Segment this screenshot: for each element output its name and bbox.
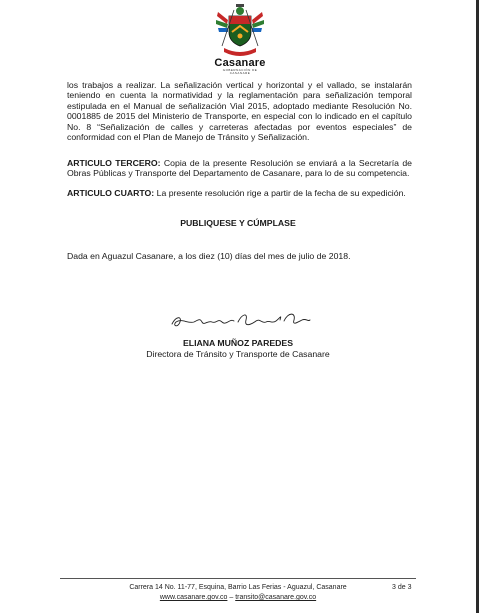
footer-website-link[interactable]: www.casanare.gov.co xyxy=(159,594,228,601)
footer-separator: – xyxy=(227,594,236,601)
article-cuarto-label: ARTICULO CUARTO: xyxy=(67,188,155,198)
signer-name: ELIANA MUÑOZ PAREDES xyxy=(182,338,294,348)
article-tercero-text: Copia de la presente Resolución se enviará a la Secretaría de Obras Públicas y Transporte del Departamento de Casanare, para lo de su competencia. xyxy=(67,158,412,179)
footer-address: Carrera 14 No. 11-77, Esquina, Barrio Las Ferias - Aguazul, Casanare xyxy=(129,584,347,591)
publiquese-heading: PUBLIQUESE Y CÚMPLASE xyxy=(180,218,296,228)
article-tercero xyxy=(67,158,412,179)
article-cuarto-text: La presente resolución rige a partir de la fecha de su expedición. xyxy=(154,188,406,198)
handwritten-signature xyxy=(168,306,314,334)
article-cuarto xyxy=(67,188,412,198)
body-paragraph: los trabajos a realizar. La señalización vertical y horizontal y el vallado, se instalarán teniendo en cuenta la normatividad y la reglamentación para señalización temporal estipulada en el Manual de señalización Vial 2015, adoptado mediante Resolución No. 0001885 de 2015 del Ministerio de Transporte, en especial con lo indicado en el capítulo No. 8 “Señalización de calles y carreteras afectadas por eventos especiales” de conformidad con el Plan de Manejo de Tránsito y Señalización. xyxy=(67,80,412,143)
article-tercero-label: ARTICULO TERCERO: xyxy=(67,158,161,168)
issue-date-line: Dada en Aguazul Casanare, a los diez (10) días del mes de julio de 2018. xyxy=(67,251,351,261)
page-number: 3 de 3 xyxy=(392,584,412,591)
header-logo xyxy=(214,2,266,74)
coat-of-arms-icon xyxy=(214,2,266,60)
footer-email-link[interactable]: transito@casanare.gov.co xyxy=(235,594,317,601)
brand-tagline: GOBERNACIÓN DE CASANARE xyxy=(222,68,258,75)
footer-contact xyxy=(0,594,476,601)
footer-divider xyxy=(60,578,416,579)
brand-name: Casanare xyxy=(214,57,266,69)
signer-role: Directora de Tránsito y Transporte de Casanare xyxy=(146,349,330,359)
